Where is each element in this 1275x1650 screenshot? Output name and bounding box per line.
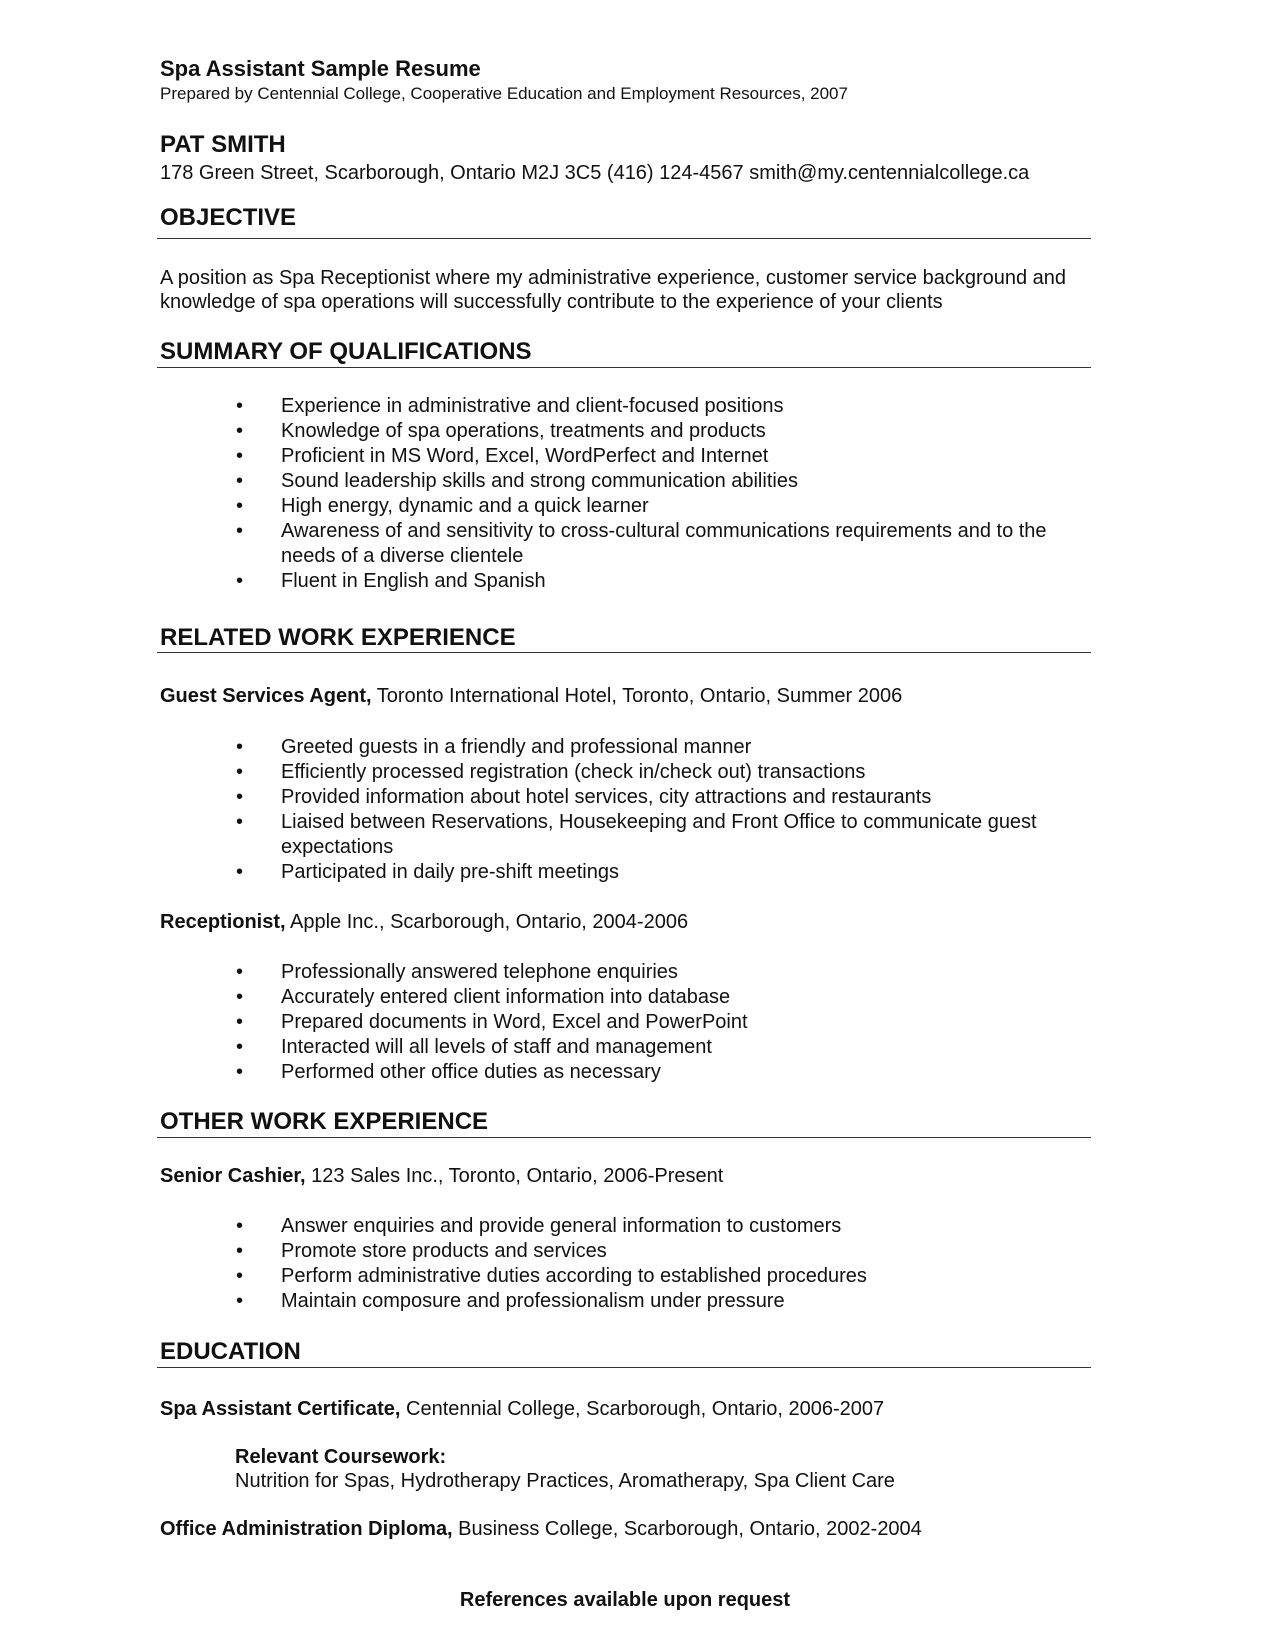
section-divider <box>157 1367 1091 1368</box>
objective-heading: OBJECTIVE <box>160 204 297 231</box>
job-details: Apple Inc., Scarborough, Ontario, 2004-2006 <box>285 911 689 933</box>
list-item: • Perform administrative duties according to established procedures <box>0 1264 1101 1289</box>
education-details: Business College, Scarborough, Ontario, 2002-2004 <box>452 1518 922 1540</box>
qualifications-list <box>0 394 1101 594</box>
list-item: • Awareness of and sensitivity to cross-cultural communications requirements and to the needs of a diverse clientele <box>0 519 1101 569</box>
education-heading: EDUCATION <box>160 1338 301 1365</box>
section-divider <box>157 238 1091 239</box>
list-item: • Performed other office duties as necessary <box>0 1060 1101 1085</box>
education-title: Spa Assistant Certificate, <box>160 1398 401 1420</box>
coursework-label: Relevant Coursework: <box>235 1446 447 1468</box>
job-title: Receptionist, <box>160 911 286 933</box>
education-title: Office Administration Diploma, <box>160 1518 453 1540</box>
list-item: • Knowledge of spa operations, treatments and products <box>0 419 1101 444</box>
education-details: Centennial College, Scarborough, Ontario, 2006-2007 <box>400 1398 885 1420</box>
list-item: • Maintain composure and professionalism under pressure <box>0 1289 1101 1314</box>
objective-text: A position as Spa Receptionist where my administrative experience, customer service background and knowledge of spa operations will successfully contribute to the experience of your clients <box>160 267 1067 313</box>
job-details: 123 Sales Inc., Toronto, Ontario, 2006-Present <box>305 1165 724 1187</box>
job-title: Senior Cashier, <box>160 1165 306 1187</box>
list-item: • Efficiently processed registration (check in/check out) transactions <box>0 760 1101 785</box>
section-divider <box>157 367 1091 368</box>
list-item: • Sound leadership skills and strong communication abilities <box>0 469 1101 494</box>
job-duties-list <box>0 1214 1101 1314</box>
list-item: • Liaised between Reservations, Housekeeping and Front Office to communicate guest expectations <box>0 810 1101 860</box>
education-entry <box>160 1398 884 1421</box>
job-duties-list <box>0 960 1101 1085</box>
job-details: Toronto International Hotel, Toronto, Ontario, Summer 2006 <box>371 685 903 707</box>
other-experience-heading: OTHER WORK EXPERIENCE <box>160 1108 489 1135</box>
list-item: • Promote store products and services <box>0 1239 1101 1264</box>
list-item: • Professionally answered telephone enquiries <box>0 960 1101 985</box>
job-guest-services-agent <box>160 685 902 708</box>
section-divider <box>157 1137 1091 1138</box>
list-item: • High energy, dynamic and a quick learner <box>0 494 1101 519</box>
coursework-text: Nutrition for Spas, Hydrotherapy Practices, Aromatherapy, Spa Client Care <box>235 1470 895 1492</box>
list-item: • Experience in administrative and client-focused positions <box>0 394 1101 419</box>
contact-line: 178 Green Street, Scarborough, Ontario M2J 3C5 (416) 124-4567 smith@my.centennialcollege.ca <box>160 162 1030 184</box>
qualifications-heading: SUMMARY OF QUALIFICATIONS <box>160 338 532 365</box>
list-item: • Interacted will all levels of staff and management <box>0 1035 1101 1060</box>
list-item: • Proficient in MS Word, Excel, WordPerfect and Internet <box>0 444 1101 469</box>
job-duties-list <box>0 735 1101 885</box>
list-item: • Greeted guests in a friendly and professional manner <box>0 735 1101 760</box>
list-item: • Participated in daily pre-shift meetings <box>0 860 1101 885</box>
list-item: • Answer enquiries and provide general information to customers <box>0 1214 1101 1239</box>
list-item: • Prepared documents in Word, Excel and PowerPoint <box>0 1010 1101 1035</box>
related-experience-heading: RELATED WORK EXPERIENCE <box>160 624 516 651</box>
section-divider <box>157 652 1091 653</box>
list-item: • Accurately entered client information into database <box>0 985 1101 1010</box>
job-title: Guest Services Agent, <box>160 685 372 707</box>
document-title: Spa Assistant Sample Resume <box>160 56 481 81</box>
references-note: References available upon request <box>459 1589 791 1611</box>
candidate-name: PAT SMITH <box>160 131 286 158</box>
job-receptionist <box>160 911 688 934</box>
list-item: • Provided information about hotel services, city attractions and restaurants <box>0 785 1101 810</box>
document-subtitle: Prepared by Centennial College, Cooperative Education and Employment Resources, 2007 <box>160 84 848 103</box>
job-senior-cashier <box>160 1165 723 1188</box>
list-item: • Fluent in English and Spanish <box>0 569 1101 594</box>
education-entry <box>160 1518 922 1541</box>
